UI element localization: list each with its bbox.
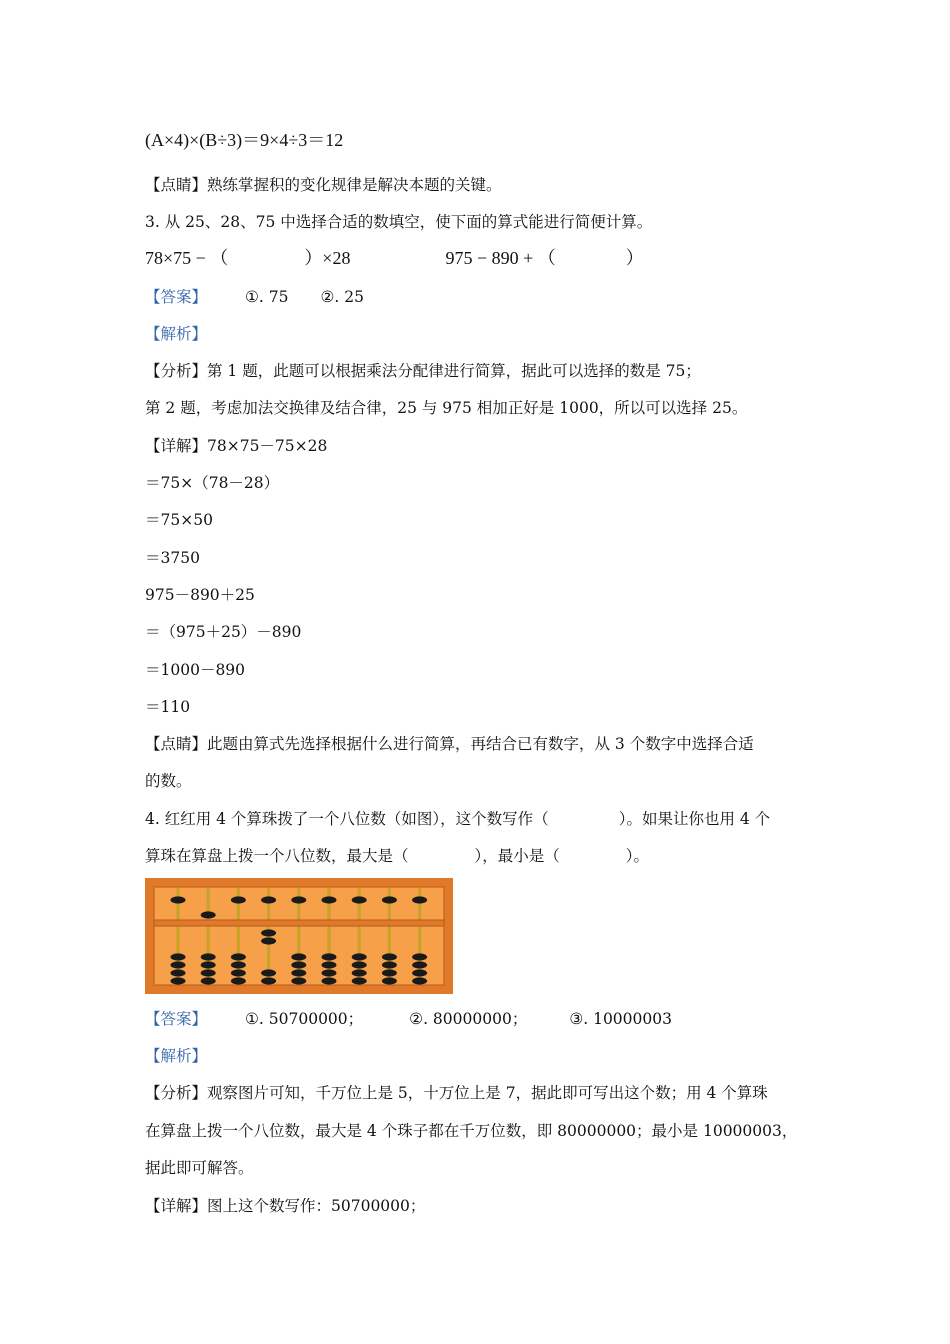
abacus-bead xyxy=(261,937,276,944)
abacus-bead xyxy=(322,896,337,903)
stem-part: ），最小是（ xyxy=(474,847,560,865)
answer-tag: 【答案】 xyxy=(145,1010,208,1028)
calc-step-3: ＝3750 xyxy=(145,549,200,567)
abacus-bead xyxy=(291,977,306,984)
abacus-bead xyxy=(231,969,246,976)
abacus-bead xyxy=(201,953,216,960)
question-4-fenxi-2: 在算盘上拨一个八位数，最大是 4 个珠子都在千万位数，即 80000000；最小是 10000003， xyxy=(145,1122,798,1140)
abacus-bead xyxy=(171,977,186,984)
question-4-xiangjie: 【详解】图上这个数写作：50700000； xyxy=(145,1197,426,1215)
expr-2-right: ） xyxy=(625,248,644,268)
abacus-bead xyxy=(201,969,216,976)
calc-step-4: 975－890＋25 xyxy=(145,586,255,604)
abacus-bead xyxy=(291,953,306,960)
expr-1-right: ）×28 xyxy=(304,248,351,268)
abacus-bead xyxy=(291,969,306,976)
question-4-jiexi: 【解析】 xyxy=(145,1047,208,1065)
question-4-fenxi-3: 据此即可解答。 xyxy=(145,1159,254,1177)
abacus-bead xyxy=(261,896,276,903)
stem-part: 算珠在算盘上拨一个八位数，最大是（ xyxy=(145,847,409,865)
abacus-bead xyxy=(412,961,427,968)
answer-2: ②. 80000000； xyxy=(409,1010,528,1028)
abacus-bead xyxy=(322,977,337,984)
answer-3: ③. 10000003 xyxy=(569,1010,672,1028)
abacus-bead xyxy=(412,969,427,976)
abacus-bead xyxy=(352,969,367,976)
question-3-fenxi-1: 【分析】第 1 题，此题可以根据乘法分配律进行简算，据此可以选择的数是 75； xyxy=(145,362,701,380)
abacus-bead xyxy=(291,896,306,903)
question-4-answer xyxy=(145,1009,672,1029)
abacus-bead xyxy=(352,961,367,968)
stem-part: ）。如果让你也用 4 个 xyxy=(618,810,771,828)
abacus-bead xyxy=(231,953,246,960)
abacus-bead xyxy=(412,977,427,984)
question-3-xiangjie: 【详解】78×75－75×28 xyxy=(145,437,328,455)
abacus-bead xyxy=(322,961,337,968)
calc-step-2: ＝75×50 xyxy=(145,511,213,529)
abacus-bead xyxy=(171,896,186,903)
calc-step-6: ＝1000－890 xyxy=(145,661,246,679)
abacus-bead xyxy=(382,896,397,903)
question-3-jiexi: 【解析】 xyxy=(145,325,208,343)
abacus-bead xyxy=(412,953,427,960)
question-3-dianjing-2: 的数。 xyxy=(145,772,192,790)
question-4-fenxi-1: 【分析】观察图片可知，千万位上是 5，十万位上是 7，据此即可写出这个数；用 4 个算珠 xyxy=(145,1084,768,1102)
question-3-dianjing-1: 【点睛】此题由算式先选择根据什么进行简算，再结合已有数字，从 3 个数字中选择合适 xyxy=(145,735,754,753)
question-3-expressions xyxy=(145,248,644,268)
calc-step-7: ＝110 xyxy=(145,698,191,716)
abacus-bead xyxy=(171,969,186,976)
abacus-bead xyxy=(382,953,397,960)
abacus-bead xyxy=(261,977,276,984)
calc-step-1: ＝75×（78－28） xyxy=(145,474,280,492)
abacus-bead xyxy=(352,977,367,984)
expr-1-left: 78×75 − （ xyxy=(145,248,229,268)
abacus-bead xyxy=(352,896,367,903)
abacus-beam xyxy=(154,920,444,926)
answer-1: ①. 50700000； xyxy=(245,1010,364,1028)
abacus-bead xyxy=(352,953,367,960)
stem-part: 4. 红红用 4 个算珠拨了一个八位数（如图），这个数写作（ xyxy=(145,810,549,828)
question-3-answer xyxy=(145,287,364,307)
abacus-bead xyxy=(412,896,427,903)
abacus-bead xyxy=(382,969,397,976)
abacus-bead xyxy=(322,969,337,976)
abacus-bead xyxy=(322,953,337,960)
question-4-stem-1 xyxy=(145,809,770,829)
abacus-bead xyxy=(291,961,306,968)
abacus-bead xyxy=(171,961,186,968)
abacus-image xyxy=(145,878,453,994)
formula-top: (A×4)×(B÷3)＝9×4÷3＝12 xyxy=(145,130,344,150)
answer-tag: 【答案】 xyxy=(145,288,208,306)
abacus-bead xyxy=(201,977,216,984)
answer-2: ②. 25 xyxy=(320,288,364,306)
abacus-bead xyxy=(231,977,246,984)
answer-1: ①. 75 xyxy=(245,288,289,306)
dianjing-1: 【点睛】熟练掌握积的变化规律是解决本题的关键。 xyxy=(145,176,502,194)
abacus-bead xyxy=(171,953,186,960)
calc-step-5: ＝（975＋25）－890 xyxy=(145,623,302,641)
abacus-bead xyxy=(201,961,216,968)
abacus-bead xyxy=(231,961,246,968)
stem-part: ）。 xyxy=(625,847,650,865)
abacus-bead xyxy=(382,961,397,968)
abacus-bead xyxy=(231,896,246,903)
question-4-stem-2 xyxy=(145,846,649,866)
abacus-bead xyxy=(261,929,276,936)
abacus-bead xyxy=(201,911,216,918)
question-3-fenxi-2: 第 2 题，考虑加法交换律及结合律，25 与 975 相加正好是 1000，所以可以选择 25。 xyxy=(145,399,748,417)
abacus-bead xyxy=(382,977,397,984)
expr-2-left: 975 − 890 + （ xyxy=(445,248,556,268)
question-3-stem: 3. 从 25、28、75 中选择合适的数填空，使下面的算式能进行简便计算。 xyxy=(145,213,653,231)
abacus-bead xyxy=(261,969,276,976)
